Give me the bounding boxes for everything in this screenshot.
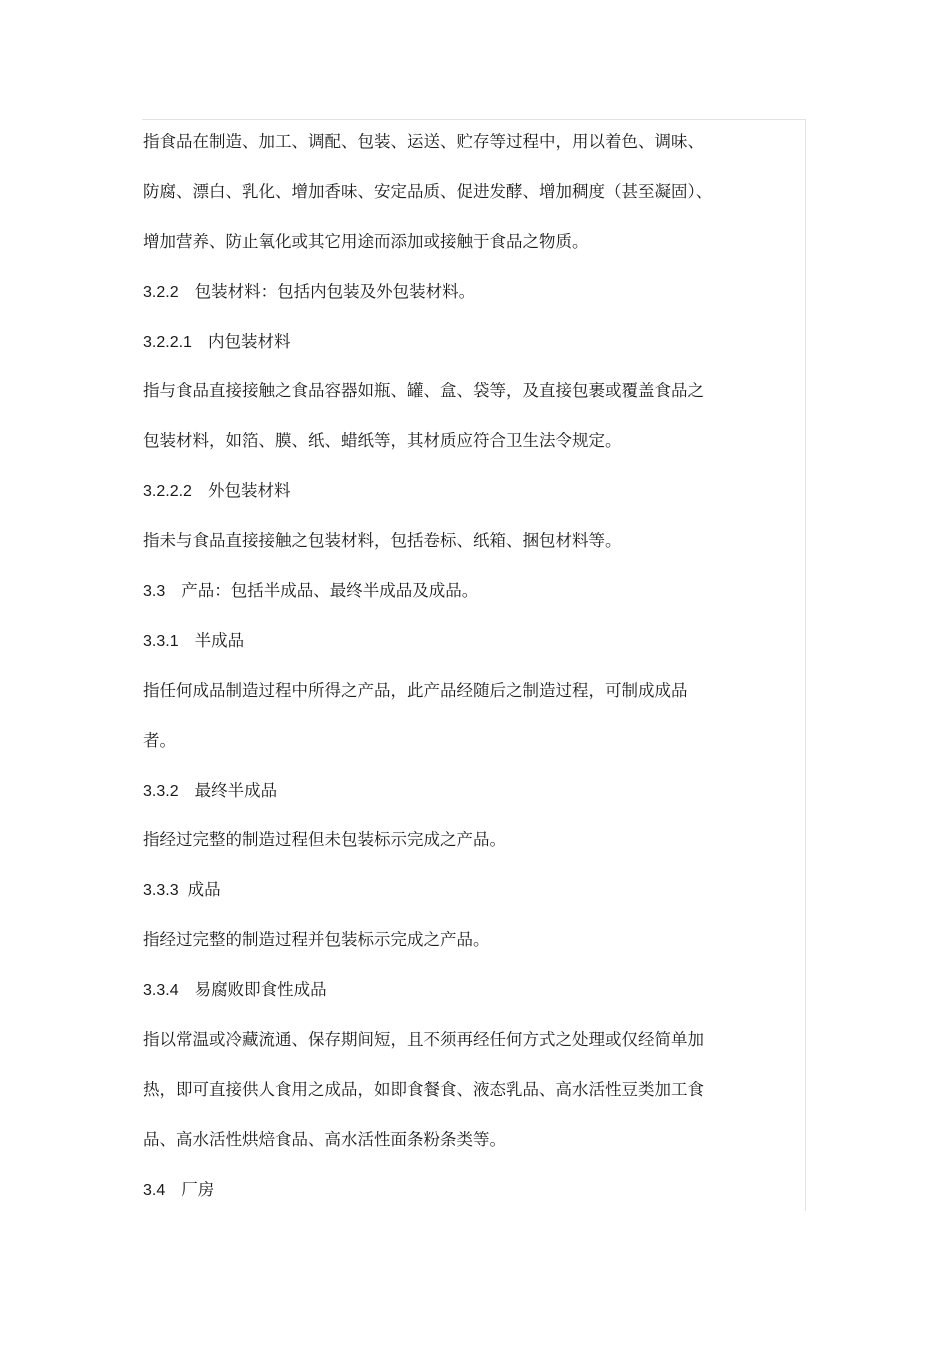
line-text: 品、高水活性烘焙食品、高水活性面条粉条类等。 xyxy=(143,1129,506,1149)
line-text: 指以常温或冷藏流通、保存期间短，且不须再经任何方式之处理或仅经简单加 xyxy=(143,1030,704,1050)
paragraph-line xyxy=(143,1076,783,1126)
paragraph-line xyxy=(143,427,783,477)
line-text: 防腐、漂白、乳化、增加香味、安定品质、促进发酵、增加稠度（甚至凝固）、 xyxy=(143,181,713,201)
section-heading xyxy=(143,1176,783,1226)
section-number: 3.3 xyxy=(143,583,166,601)
section-title: 厂房 xyxy=(181,1179,215,1199)
line-text: 增加营养、防止氧化或其它用途而添加或接触于食品之物质。 xyxy=(143,231,589,251)
line-text: 指任何成品制造过程中所得之产品，此产品经随后之制造过程，可制成成品 xyxy=(143,680,688,700)
section-number: 3.3.2 xyxy=(143,782,179,800)
section-heading xyxy=(143,777,783,827)
section-number: 3.2.2 xyxy=(143,283,179,301)
section-title: 半成品 xyxy=(194,630,245,650)
section-heading xyxy=(143,328,783,378)
paragraph-line xyxy=(143,128,783,178)
section-number: 3.2.2.1 xyxy=(143,333,192,351)
section-heading xyxy=(143,976,783,1026)
paragraph-line xyxy=(143,677,783,727)
line-text: 指经过完整的制造过程并包装标示完成之产品。 xyxy=(143,930,490,950)
line-text: 包装材料，如箔、膜、纸、蜡纸等，其材质应符合卫生法令规定。 xyxy=(143,431,622,451)
section-title: 最终半成品 xyxy=(194,780,278,800)
line-text: 指与食品直接接触之食品容器如瓶、罐、盒、袋等，及直接包裹或覆盖食品之 xyxy=(143,381,704,401)
section-heading xyxy=(143,876,783,926)
section-number: 3.3.4 xyxy=(143,982,179,1000)
paragraph-line xyxy=(143,1126,783,1176)
section-heading xyxy=(143,577,783,627)
section-heading xyxy=(143,278,783,328)
paragraph-line xyxy=(143,926,783,976)
section-number: 3.3.3 xyxy=(143,882,179,900)
section-title: 包装材料：包括内包装及外包装材料。 xyxy=(194,281,476,301)
paragraph-line xyxy=(143,377,783,427)
section-title: 成品 xyxy=(187,880,221,900)
paragraph-line xyxy=(143,1026,783,1076)
section-title: 外包装材料 xyxy=(207,481,291,501)
section-heading xyxy=(143,627,783,677)
paragraph-line xyxy=(143,826,783,876)
line-text: 指未与食品直接接触之包装材料，包括卷标、纸箱、捆包材料等。 xyxy=(143,531,622,551)
section-title: 产品：包括半成品、最终半成品及成品。 xyxy=(181,581,479,601)
line-text: 指经过完整的制造过程但未包装标示完成之产品。 xyxy=(143,830,506,850)
section-number: 3.3.1 xyxy=(143,632,179,650)
paragraph-line xyxy=(143,727,783,777)
section-heading xyxy=(143,477,783,527)
line-text: 热，即可直接供人食用之成品，如即食餐食、液态乳品、高水活性豆类加工食 xyxy=(143,1079,704,1099)
document-body xyxy=(143,128,783,1226)
line-text: 指食品在制造、加工、调配、包装、运送、贮存等过程中，用以着色、调味、 xyxy=(143,132,704,151)
section-title: 易腐败即食性成品 xyxy=(194,980,327,1000)
paragraph-line xyxy=(143,527,783,577)
section-number: 3.2.2.2 xyxy=(143,483,192,501)
section-number: 3.4 xyxy=(143,1181,166,1199)
paragraph-line xyxy=(143,178,783,228)
line-text: 者。 xyxy=(143,730,176,750)
paragraph-line xyxy=(143,228,783,278)
section-title: 内包装材料 xyxy=(207,331,291,351)
